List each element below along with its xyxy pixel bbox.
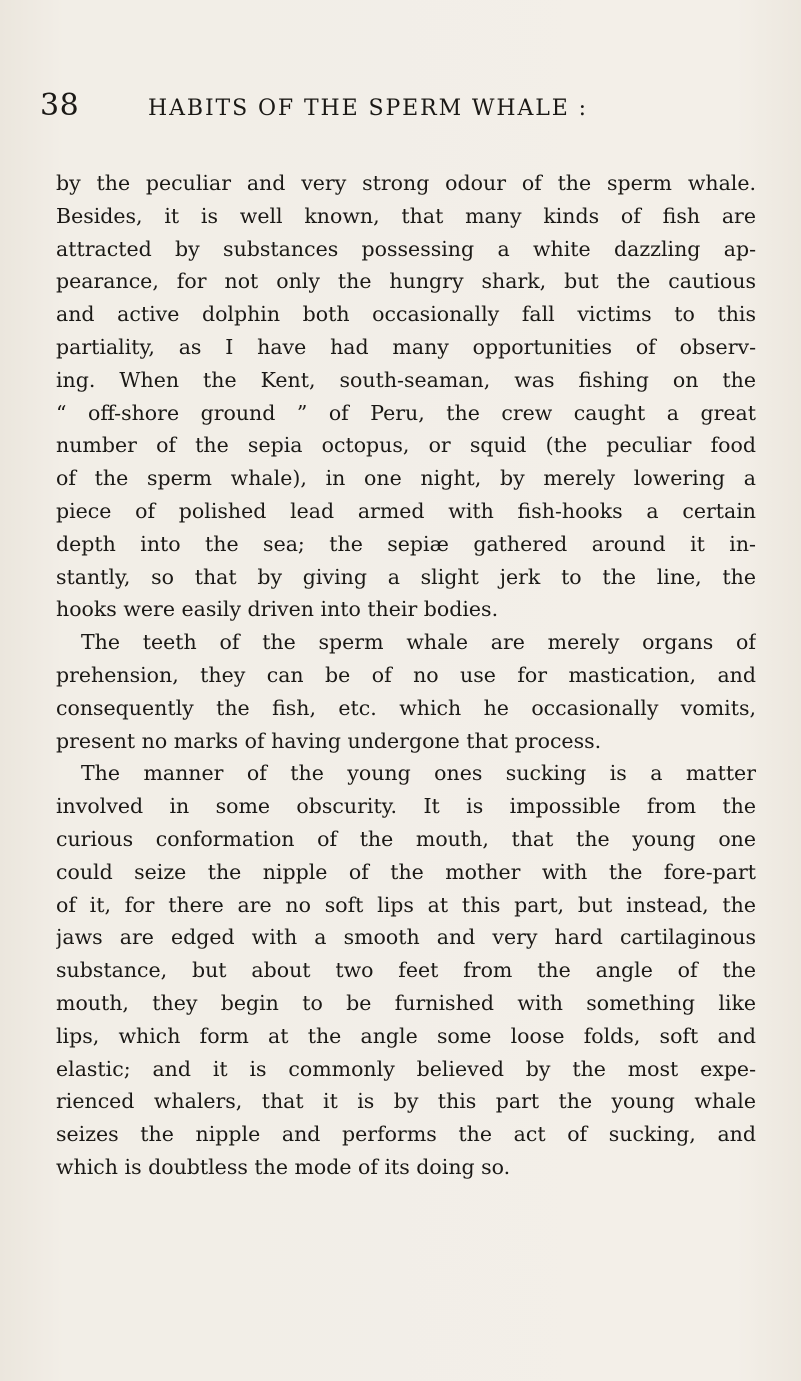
text-line: substance, but about two feet from the angle of the bbox=[56, 958, 756, 983]
text-line: number of the sepia octopus, or squid (the peculiar food bbox=[56, 433, 756, 458]
paragraph-end-line: which is doubtless the mode of its doing so. bbox=[56, 1154, 511, 1179]
text-line: consequently the fish, etc. which he occasionally vomits, bbox=[56, 695, 756, 720]
text-line: by the peculiar and very strong odour of the sperm whale. bbox=[56, 171, 756, 195]
text-line: seizes the nipple and performs the act of sucking, and bbox=[56, 1122, 756, 1147]
text-line: stantly, so that by giving a slight jerk to the line, the bbox=[56, 564, 756, 589]
paragraph-end-line: present no marks of having undergone that process. bbox=[56, 728, 602, 753]
text-line: depth into the sea; the sepiæ gathered around it in- bbox=[56, 531, 756, 556]
paragraph-start-line: The manner of the young ones sucking is a matter bbox=[81, 761, 756, 786]
text-line: “ off-shore ground ” of Peru, the crew caught a great bbox=[56, 400, 756, 425]
text-line: partiality, as I have had many opportunities of observ- bbox=[56, 334, 756, 359]
page-header bbox=[40, 88, 755, 128]
text-line: jaws are edged with a smooth and very hard cartilaginous bbox=[56, 925, 756, 950]
text-line: attracted by substances possessing a white dazzling ap- bbox=[56, 236, 756, 261]
text-line: mouth, they begin to be furnished with something like bbox=[56, 990, 756, 1015]
text-line: Besides, it is well known, that many kinds of fish are bbox=[56, 203, 756, 228]
paragraph-end-line: hooks were easily driven into their bodies. bbox=[56, 597, 499, 622]
text-line: and active dolphin both occasionally fall victims to this bbox=[56, 302, 756, 327]
paragraph-start-line: The teeth of the sperm whale are merely organs of bbox=[81, 630, 756, 655]
text-line: elastic; and it is commonly believed by the most expe- bbox=[56, 1056, 756, 1081]
text-line: prehension, they can be of no use for mastication, and bbox=[56, 662, 756, 687]
text-line: ing. When the Kent, south-seaman, was fishing on the bbox=[56, 367, 756, 392]
text-line: could seize the nipple of the mother with the fore-part bbox=[56, 859, 756, 884]
text-line: involved in some obscurity. It is impossible from the bbox=[56, 794, 756, 819]
body-text bbox=[56, 167, 756, 1184]
text-line: of the sperm whale), in one night, by merely lowering a bbox=[56, 466, 756, 491]
text-line: pearance, for not only the hungry shark, but the cautious bbox=[56, 269, 756, 294]
text-line: curious conformation of the mouth, that the young one bbox=[56, 826, 756, 851]
page-number: 38 bbox=[40, 88, 80, 123]
text-line: of it, for there are no soft lips at this part, but instead, the bbox=[56, 892, 756, 917]
running-title: HABITS OF THE SPERM WHALE : bbox=[148, 96, 588, 121]
text-line: lips, which form at the angle some loose folds, soft and bbox=[56, 1023, 756, 1048]
text-line: rienced whalers, that it is by this part the young whale bbox=[56, 1089, 756, 1114]
text-line: piece of polished lead armed with fish-hooks a certain bbox=[56, 498, 756, 523]
